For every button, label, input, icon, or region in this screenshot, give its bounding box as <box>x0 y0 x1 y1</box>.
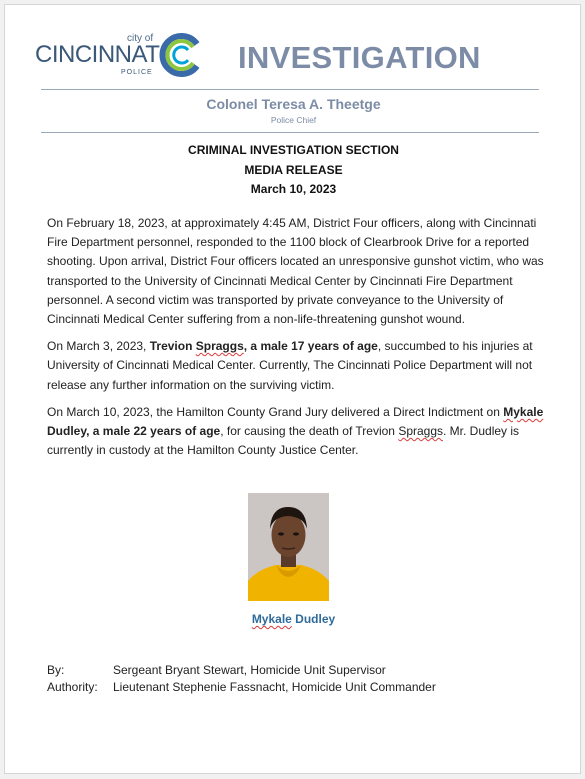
victim-details: , a male 17 years of age <box>243 339 378 354</box>
victim-last-name: Spraggs <box>195 339 244 354</box>
chief-name: Colonel Teresa A. Theetge <box>206 96 381 112</box>
header-divider-top <box>41 89 539 90</box>
chief-title: Police Chief <box>270 115 317 125</box>
victim-last-name-ref: Spraggs <box>398 424 444 439</box>
suspect-photo <box>248 493 329 601</box>
release-type: MEDIA RELEASE <box>244 162 343 177</box>
release-date: March 10, 2023 <box>250 182 337 196</box>
text-run: , for causing the death of Trevion <box>220 424 399 439</box>
header-divider-bottom <box>41 132 539 133</box>
release-heading <box>5 141 582 200</box>
document-page <box>4 4 581 774</box>
text-run: On March 3, 2023, <box>47 339 150 354</box>
by-row <box>47 662 436 679</box>
photo-caption-rest: Dudley <box>291 612 336 626</box>
suspect-first-name: Mykale <box>503 404 544 419</box>
page-title: INVESTIGATION <box>238 40 481 75</box>
by-value: Sergeant Bryant Stewart, Homicide Unit Supervisor <box>113 663 386 677</box>
photo-caption-first: Mykale <box>251 612 292 626</box>
authority-row <box>47 679 436 696</box>
text-run: , succumbed to his injuries at University of Cincinnati Medical Center. Currently, The Cincinnati Police Department will not release any further information on the surviving victim. <box>47 339 533 392</box>
text-run: . Mr. Dudley is currently in custody at the Hamilton County Justice Center. <box>47 424 520 458</box>
cincinnati-police-logo <box>35 35 210 85</box>
photo-caption <box>5 612 582 626</box>
suspect-details: Dudley, a male 22 years of age <box>47 424 221 439</box>
paragraph-indictment <box>47 403 557 461</box>
logo-name-text: CINCINNATI <box>35 41 166 68</box>
authority-label: Authority: <box>47 680 98 694</box>
logo-city-text: city of <box>127 33 154 44</box>
suspect-photo-image <box>248 493 329 601</box>
logo-police-text: POLICE <box>121 69 153 76</box>
release-body <box>47 214 557 468</box>
text-run: On March 10, 2023, the Hamilton County Grand Jury delivered a Direct Indictment on <box>47 404 504 419</box>
victim-first-name: Trevion <box>149 339 196 354</box>
paragraph-incident: On February 18, 2023, at approximately 4:45 AM, District Four officers, along with Cincinnati Fire Department personnel, responded to the 1100 block of Clearbrook Drive for a reported shooting. Upon arrival, District Four officers located an unresponsive gunshot victim, who was transported to the University of Cincinnati Medical Center by Cincinnati Fire Department personnel. A second victim was transported by private conveyance to the University of Cincinnati Medical Center suffering from a non-life-threatening gunshot wound. <box>47 216 544 327</box>
paragraph-victim <box>47 337 557 395</box>
logo-c-mark-icon <box>157 32 203 78</box>
section-name: CRIMINAL INVESTIGATION SECTION <box>188 143 399 157</box>
release-footer <box>47 662 436 696</box>
by-label: By: <box>47 663 65 677</box>
authority-value: Lieutenant Stephenie Fassnacht, Homicide Unit Commander <box>113 680 436 694</box>
